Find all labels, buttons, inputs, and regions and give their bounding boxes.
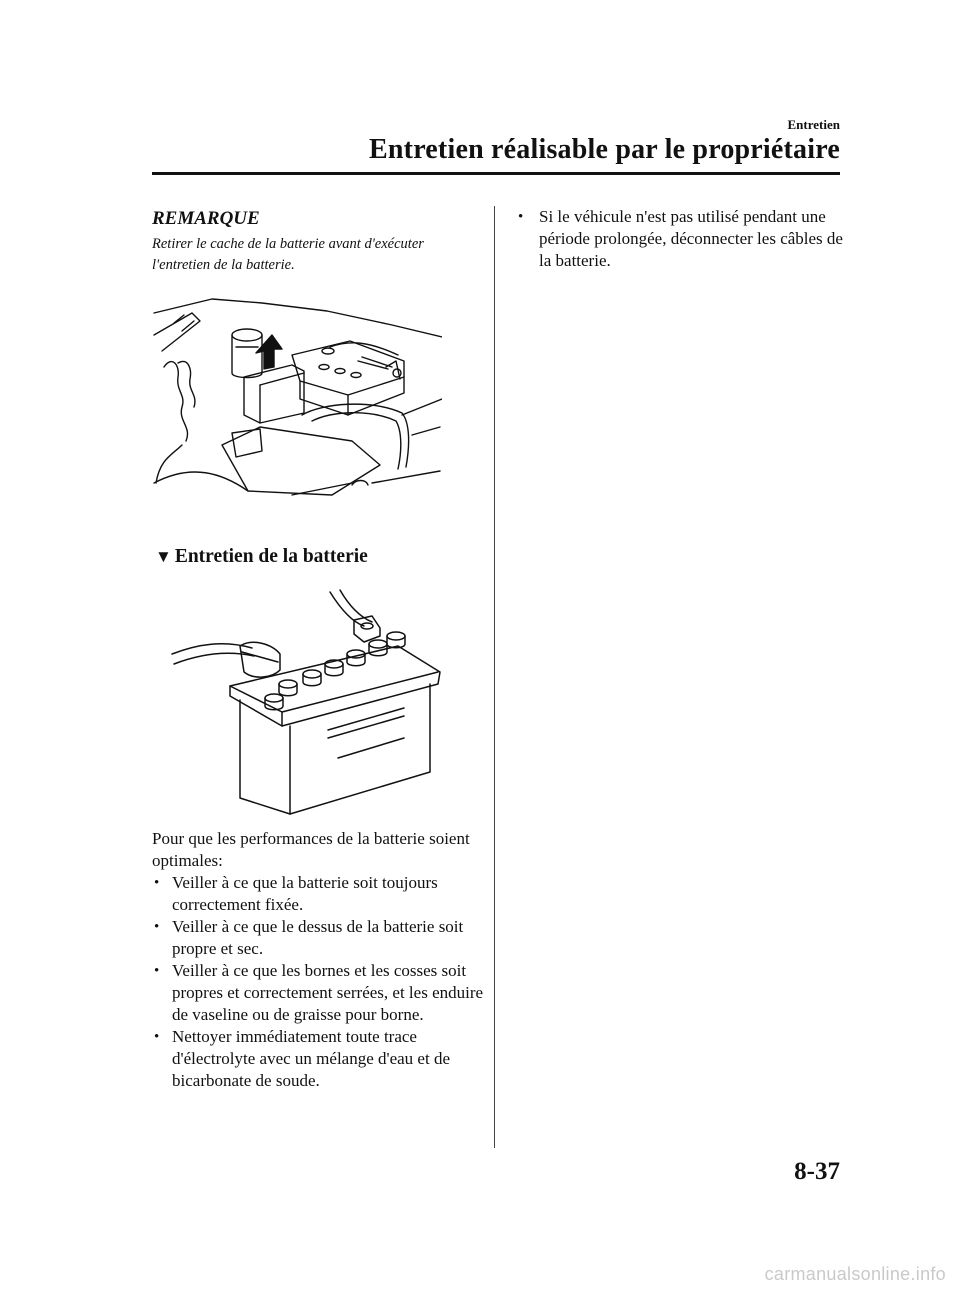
section-heading [155,546,368,568]
list-item: • Si le véhicule n'est pas utilisé pendant une période prolongée, déconnecter les câbles de la batterie. [516,206,846,272]
list-item: • Veiller à ce que les bornes et les cosses soit propres et correctement serrées, et les enduire de vaseline ou de graisse pour borne. [152,960,492,1026]
column-divider [494,206,495,1148]
right-column [516,206,846,272]
left-column [152,206,482,276]
header-section-label: Entretien [787,117,840,132]
battery-illustration [168,588,446,816]
section-heading-text: Entretien de la batterie [174,546,368,567]
list-item: • Veiller à ce que le dessus de la batterie soit propre et sec. [152,916,492,960]
list-item: • Nettoyer immédiatement toute trace d'électrolyte avec un mélange d'eau et de bicarbonate de soude. [152,1026,492,1092]
body-text [152,828,492,1092]
battery-cover-removal-illustration [152,295,442,517]
watermark: carmanualsonline.info [764,1264,946,1284]
list-item: • Veiller à ce que la batterie soit toujours correctement fixée. [152,872,492,916]
maintenance-bullet-list [152,872,492,1092]
header-rule [152,172,840,175]
page-number: 8-37 [794,1158,840,1185]
note-text: Retirer le cache de la batterie avant d'exécuter l'entretien de la batterie. [152,236,424,273]
note-title: REMARQUE [152,208,260,229]
page-title: Entretien réalisable par le propriétaire [369,134,840,165]
intro-paragraph: Pour que les performances de la batterie soient optimales: [152,829,470,870]
storage-bullet-list [516,206,846,272]
section-marker-icon: ▼ [155,547,172,566]
